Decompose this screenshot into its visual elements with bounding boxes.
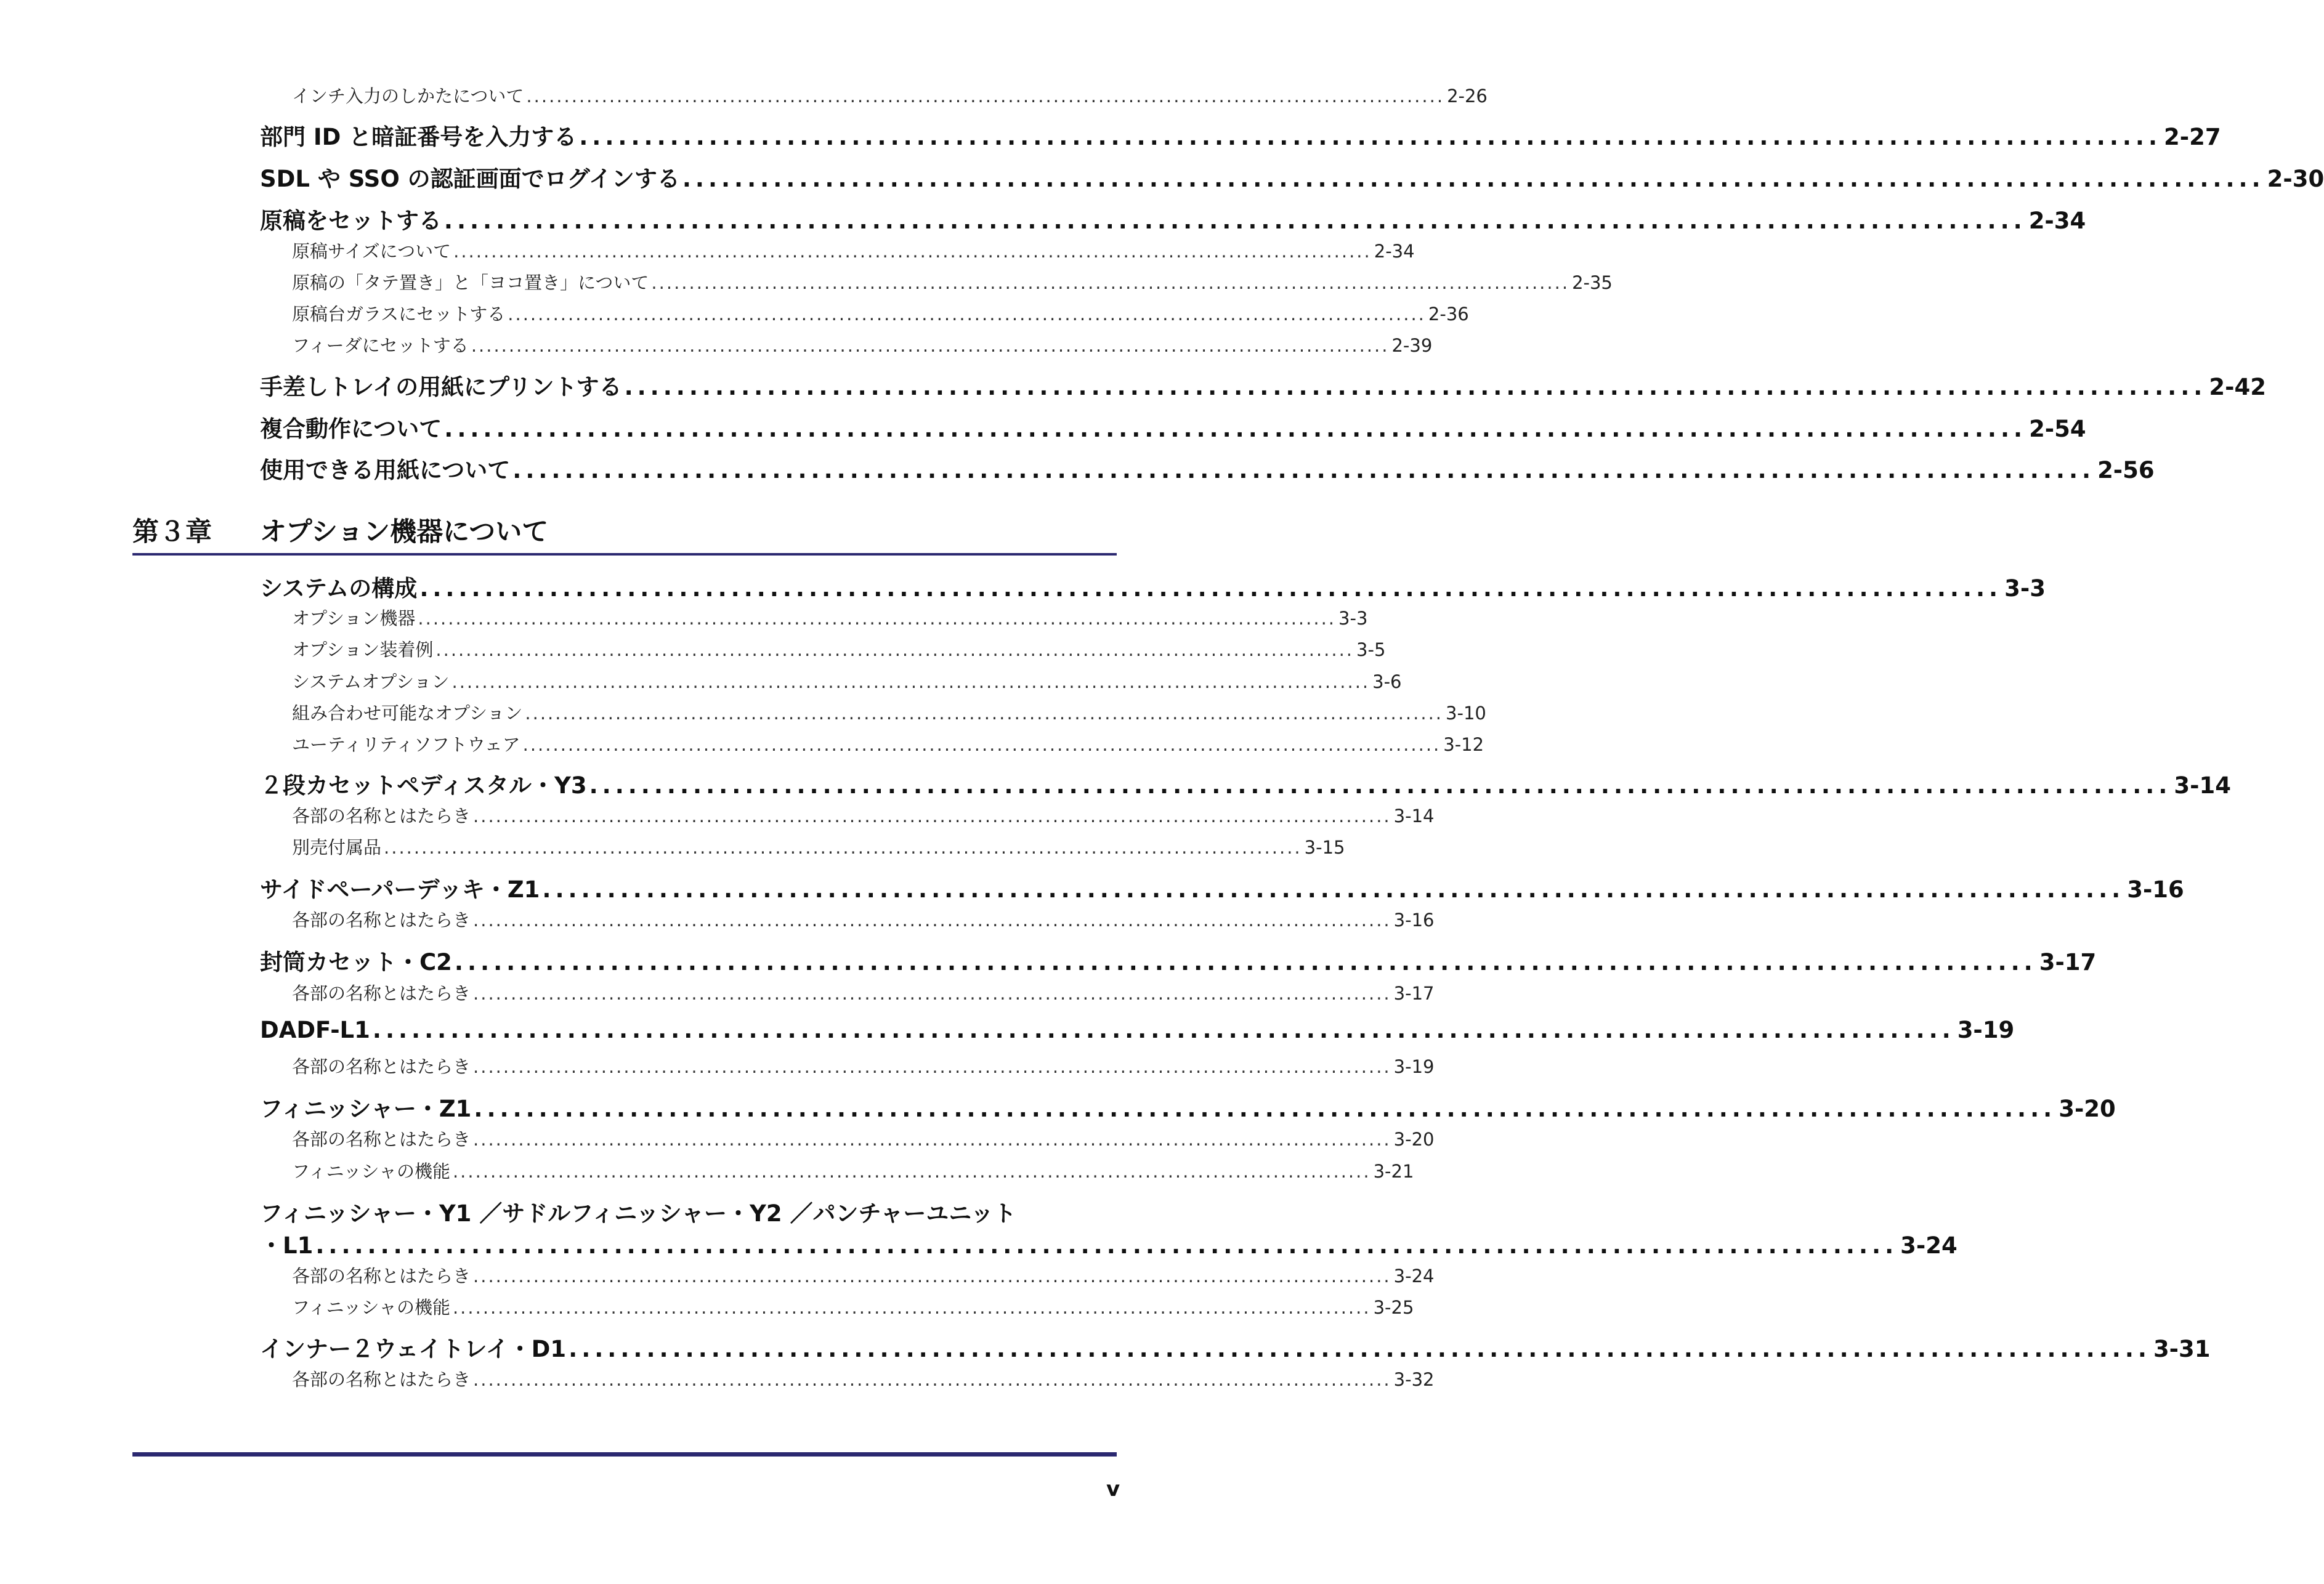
entry-page: 2-42 bbox=[2209, 374, 2266, 400]
dot-leader: .......................................................................................................................... bbox=[443, 208, 2026, 234]
footer-divider bbox=[132, 1452, 1117, 1457]
dot-leader: .......................................................................................................................... bbox=[508, 304, 1426, 325]
page-number: v bbox=[1106, 1477, 1120, 1501]
entry-page: 3-14 bbox=[1393, 806, 1435, 826]
dot-leader: .......................................................................................................................... bbox=[384, 837, 1302, 858]
toc-entry[interactable] bbox=[260, 118, 2221, 150]
toc-entry[interactable] bbox=[260, 767, 2231, 799]
entry-title: 原稿サイズについて bbox=[292, 241, 451, 262]
entry-title: 使用できる用紙について bbox=[260, 457, 511, 483]
entry-title: 封筒カセット・C2 bbox=[260, 949, 452, 976]
entry-page: 2-26 bbox=[1447, 86, 1488, 107]
entry-page: 3-32 bbox=[1393, 1369, 1435, 1390]
dot-leader: .......................................................................................................................... bbox=[418, 608, 1337, 629]
dot-leader: .......................................................................................................................... bbox=[512, 457, 2095, 483]
toc-entry[interactable] bbox=[260, 1017, 2015, 1048]
dot-leader: .......................................................................................................................... bbox=[473, 806, 1391, 826]
chapter-title: オプション機器について bbox=[260, 517, 549, 548]
dot-leader: .......................................................................................................................... bbox=[473, 1369, 1391, 1390]
entry-page: 3-20 bbox=[2059, 1096, 2116, 1122]
entry-title: 組み合わせ可能なオプション bbox=[292, 703, 523, 724]
dot-leader: .......................................................................................................................... bbox=[525, 703, 1444, 724]
dot-leader: .......................................................................................................................... bbox=[435, 639, 1354, 660]
toc-entry[interactable] bbox=[260, 1227, 1958, 1259]
entry-page: 3-17 bbox=[1393, 983, 1435, 1004]
entry-page: 3-12 bbox=[1443, 734, 1484, 755]
toc-entry[interactable] bbox=[292, 636, 1386, 661]
toc-entry[interactable] bbox=[292, 668, 1402, 693]
toc-entry[interactable] bbox=[292, 980, 1435, 1004]
entry-page: 2-39 bbox=[1391, 335, 1433, 356]
entry-page: 2-34 bbox=[2028, 208, 2086, 234]
entry-page: 3-19 bbox=[1393, 1056, 1435, 1077]
toc-entry-title-line1[interactable]: フィニッシャー・Y1 ／サドルフィニッシャー・Y2 ／パンチャーユニット bbox=[260, 1200, 1016, 1227]
entry-title: システムの構成 bbox=[260, 575, 418, 602]
entry-title: 原稿台ガラスにセットする bbox=[292, 304, 506, 325]
entry-title: 別売付属品 bbox=[292, 837, 382, 858]
toc-entry[interactable] bbox=[260, 1330, 2211, 1362]
toc-entry[interactable] bbox=[260, 570, 2046, 602]
dot-leader: .......................................................................................................................... bbox=[682, 166, 2265, 192]
entry-title: 部門 ID と暗証番号を入力する bbox=[260, 124, 577, 150]
dot-leader: .......................................................................................................................... bbox=[473, 1266, 1391, 1287]
dot-leader: .......................................................................................................................... bbox=[444, 416, 2027, 442]
entry-page: 3-6 bbox=[1372, 671, 1402, 692]
toc-entry[interactable] bbox=[292, 731, 1484, 756]
dot-leader: .......................................................................................................................... bbox=[542, 876, 2125, 903]
dot-leader: .......................................................................................................................... bbox=[526, 86, 1445, 107]
toc-entry[interactable] bbox=[292, 1366, 1435, 1391]
entry-page: 3-17 bbox=[2039, 949, 2097, 976]
dot-leader: .......................................................................................................................... bbox=[473, 983, 1391, 1004]
entry-page: 2-56 bbox=[2097, 457, 2155, 483]
dot-leader: .......................................................................................................................... bbox=[453, 241, 1372, 262]
entry-title: サイドペーパーデッキ・Z1 bbox=[260, 876, 540, 903]
toc-entry[interactable] bbox=[260, 202, 2086, 234]
dot-leader: .......................................................................................................................... bbox=[315, 1232, 1898, 1259]
entry-page: 3-16 bbox=[2127, 876, 2184, 903]
entry-page: 3-25 bbox=[1373, 1297, 1414, 1318]
entry-title: 各部の名称とはたらき bbox=[292, 910, 471, 931]
entry-page: 3-31 bbox=[2153, 1336, 2211, 1362]
entry-title: 原稿の「タテ置き」と「ヨコ置き」について bbox=[292, 272, 649, 293]
entry-page: 3-5 bbox=[1356, 639, 1386, 660]
toc-entry[interactable] bbox=[292, 834, 1345, 859]
toc-entry[interactable] bbox=[292, 700, 1486, 724]
dot-leader: .......................................................................................................................... bbox=[452, 1161, 1371, 1182]
entry-page: 3-10 bbox=[1446, 703, 1486, 724]
entry-title: フィニッシャの機能 bbox=[292, 1297, 450, 1318]
dot-leader: .......................................................................................................................... bbox=[522, 734, 1441, 755]
entry-page: 3-3 bbox=[2004, 575, 2046, 602]
toc-entry[interactable] bbox=[260, 451, 2155, 483]
entry-title: 各部の名称とはたらき bbox=[292, 1056, 471, 1077]
chapter-divider bbox=[132, 553, 1117, 556]
entry-title: フィニッシャー・Z1 bbox=[260, 1096, 472, 1122]
entry-title: オプション装着例 bbox=[292, 639, 434, 660]
dot-leader: .......................................................................................................................... bbox=[651, 272, 1570, 293]
entry-page: 3-15 bbox=[1304, 837, 1345, 858]
entry-page: 2-36 bbox=[1428, 304, 1469, 325]
entry-title: 手差しトレイの用紙にプリントする bbox=[260, 374, 622, 400]
toc-entry[interactable] bbox=[292, 1053, 1435, 1078]
toc-entry[interactable] bbox=[260, 1090, 2116, 1122]
chapter-number: 第３章 bbox=[132, 517, 212, 548]
toc-entry[interactable] bbox=[260, 368, 2266, 400]
toc-entry[interactable] bbox=[292, 1126, 1435, 1150]
entry-page: 2-30 bbox=[2267, 166, 2324, 192]
toc-entry[interactable] bbox=[260, 410, 2086, 442]
toc-entry[interactable] bbox=[292, 1263, 1435, 1287]
entry-page: 3-20 bbox=[1393, 1129, 1435, 1150]
dot-leader: .......................................................................................................................... bbox=[579, 124, 2162, 150]
entry-title: DADF-L1 bbox=[260, 1017, 370, 1043]
entry-title: 各部の名称とはたらき bbox=[292, 1129, 471, 1150]
entry-title: 原稿をセットする bbox=[260, 208, 442, 234]
toc-entry[interactable] bbox=[292, 1158, 1414, 1182]
dot-leader: .......................................................................................................................... bbox=[473, 910, 1391, 931]
dot-leader: .......................................................................................................................... bbox=[372, 1017, 1955, 1043]
entry-title: 複合動作について bbox=[260, 416, 442, 442]
entry-page: 3-19 bbox=[1957, 1017, 2015, 1043]
entry-page: 2-27 bbox=[2164, 124, 2221, 150]
toc-entry[interactable] bbox=[292, 605, 1368, 629]
dot-leader: .......................................................................................................................... bbox=[451, 671, 1371, 692]
entry-title: インナー２ウェイトレイ・D1 bbox=[260, 1336, 567, 1362]
toc-entry[interactable] bbox=[292, 802, 1435, 827]
toc-entry[interactable] bbox=[292, 83, 1488, 107]
toc-entry[interactable] bbox=[260, 944, 2097, 976]
dot-leader: .......................................................................................................................... bbox=[419, 575, 2002, 602]
entry-title: SDL や SSO の認証画面でログインする bbox=[260, 166, 680, 192]
entry-title: インチ入力のしかたについて bbox=[292, 86, 524, 107]
entry-page: 2-54 bbox=[2029, 416, 2086, 442]
dot-leader: .......................................................................................................................... bbox=[471, 335, 1390, 356]
entry-page: 3-24 bbox=[1393, 1266, 1435, 1287]
entry-title: 各部の名称とはたらき bbox=[292, 806, 471, 826]
entry-title: フィニッシャの機能 bbox=[292, 1161, 450, 1182]
entry-title: フィーダにセットする bbox=[292, 335, 469, 356]
entry-title: ・L1 bbox=[260, 1232, 314, 1259]
entry-page: 2-35 bbox=[1572, 272, 1613, 293]
dot-leader: .......................................................................................................................... bbox=[473, 1129, 1391, 1150]
entry-title: 各部の名称とはたらき bbox=[292, 1369, 471, 1390]
entry-title: 各部の名称とはたらき bbox=[292, 1266, 471, 1287]
entry-title: ２段カセットペディスタル・Y3 bbox=[260, 772, 587, 799]
toc-entry[interactable] bbox=[292, 1294, 1414, 1319]
entry-page: 3-21 bbox=[1373, 1161, 1414, 1182]
entry-title: システムオプション bbox=[292, 671, 450, 692]
dot-leader: .......................................................................................................................... bbox=[589, 772, 2172, 799]
toc-entry[interactable] bbox=[292, 238, 1415, 262]
entry-page: 2-34 bbox=[1374, 241, 1415, 262]
toc-entry[interactable] bbox=[292, 907, 1435, 931]
dot-leader: .......................................................................................................................... bbox=[473, 1056, 1391, 1077]
entry-title: オプション機器 bbox=[292, 608, 416, 629]
dot-leader: .......................................................................................................................... bbox=[569, 1336, 2151, 1362]
dot-leader: .......................................................................................................................... bbox=[452, 1297, 1371, 1318]
entry-page: 3-16 bbox=[1393, 910, 1435, 931]
entry-page: 3-24 bbox=[1900, 1232, 1958, 1259]
dot-leader: .......................................................................................................................... bbox=[474, 1096, 2057, 1122]
toc-entry[interactable] bbox=[260, 160, 2324, 192]
toc-entry[interactable] bbox=[292, 332, 1433, 357]
toc-entry[interactable] bbox=[260, 871, 2184, 903]
entry-page: 3-14 bbox=[2174, 772, 2231, 799]
toc-entry[interactable] bbox=[292, 269, 1613, 294]
entry-title: ユーティリティソフトウェア bbox=[292, 734, 520, 755]
toc-entry[interactable] bbox=[292, 301, 1469, 325]
dot-leader: .......................................................................................................................... bbox=[454, 949, 2037, 976]
dot-leader: .......................................................................................................................... bbox=[624, 374, 2207, 400]
entry-title: 各部の名称とはたらき bbox=[292, 983, 471, 1004]
entry-page: 3-3 bbox=[1338, 608, 1368, 629]
